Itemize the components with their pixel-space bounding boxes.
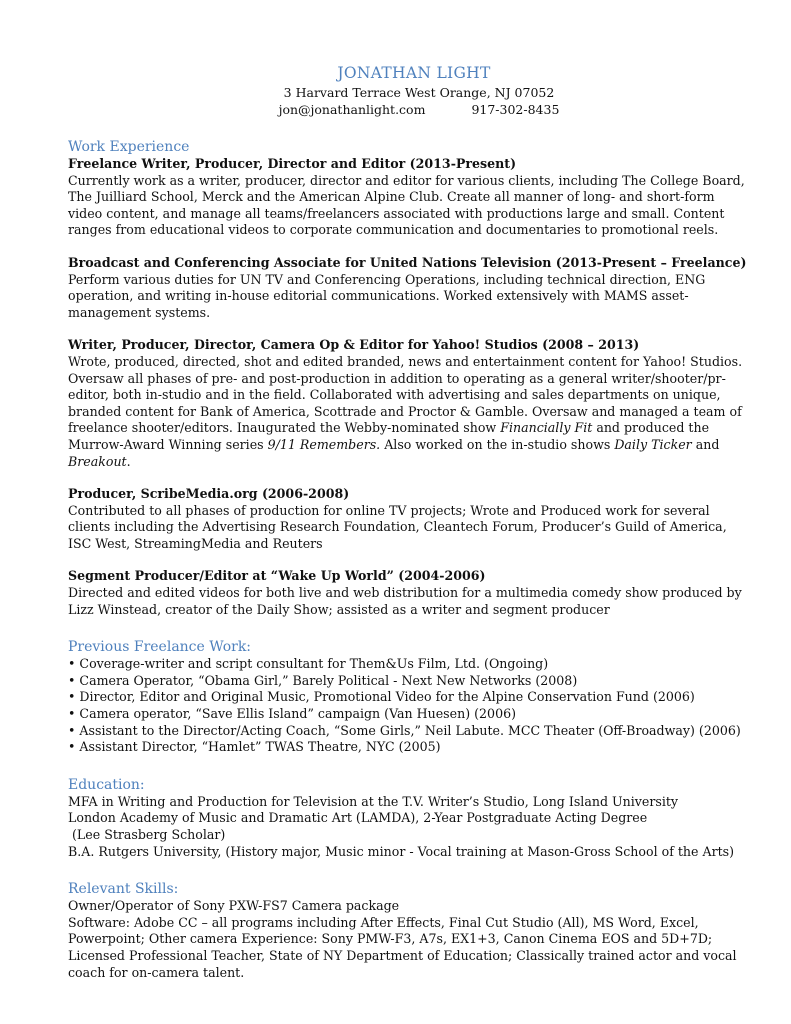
job-description: Wrote, produced, directed, shot and edited branded, news and entertainment content for Yahoo! Studios. Oversaw all phases of pre- and post-production in addition to operating as a general writer/shooter/pr-editor, both in-studio and in the field. Collaborated with advertising and sales departments on unique, branded content for Bank of America, Scottrade and Proctor & Gamble. Oversaw and managed a team of freelance shooter/editors. Inaugurated the Webby-nominated show Financially Fit and produced the Murrow-Award Winning series 9/11 Remembers. Also worked on the in-studio shows Daily Ticker and Breakout. — [68, 353, 743, 469]
education-heading: Education: — [68, 776, 145, 793]
freelance-work-list — [68, 656, 748, 756]
list-item: • Camera Operator, “Obama Girl,” Barely Political - Next New Networks (2008) — [68, 672, 578, 688]
email: jon@jonathanlight.com — [278, 102, 426, 117]
contact-line — [90, 101, 748, 118]
skills-heading: Relevant Skills: — [68, 881, 179, 898]
job-entry — [68, 255, 748, 321]
work-experience-section — [68, 156, 748, 618]
candidate-name: JONATHAN LIGHT — [337, 64, 491, 82]
job-title: Writer, Producer, Director, Camera Op & Editor for Yahoo! Studios (2008 – 2013) — [68, 337, 640, 353]
job-title: Segment Producer/Editor at “Wake Up World” (2004-2006) — [68, 568, 486, 584]
skills-list — [68, 898, 748, 981]
job-entry — [68, 156, 748, 239]
job-description: Directed and edited videos for both live and web distribution for a multimedia comedy show produced by Lizz Winstead, creator of the Daily Show; assisted as a writer and segment producer — [68, 585, 742, 617]
list-item: • Coverage-writer and script consultant for Them&Us Film, Ltd. (Ongoing) — [68, 656, 549, 672]
job-title: Producer, ScribeMedia.org (2006-2008) — [68, 486, 350, 502]
list-item: Software: Adobe CC – all programs including After Effects, Final Cut Studio (All), MS Word, Excel, Powerpoint; Other camera Experience: Sony PMW-F3, A7s, EX1+3, Canon Cinema EOS and 5D+7D; Licensed Professional Teacher, State of NY Department of Education; Classically trained actor and vocal coach for on-camera talent. — [68, 914, 737, 980]
resume-page — [68, 62, 748, 981]
list-item: • Camera operator, “Save Ellis Island” campaign (Van Huesen) (2006) — [68, 706, 517, 722]
job-entry — [68, 337, 748, 470]
address: 3 Harvard Terrace West Orange, NJ 07052 — [283, 85, 555, 100]
show-title: Financially Fit — [500, 420, 593, 436]
show-title: Breakout — [68, 453, 127, 469]
list-item: • Assistant Director, “Hamlet” TWAS Theatre, NYC (2005) — [68, 739, 441, 755]
list-item: B.A. Rutgers University, (History major, Music minor - Vocal training at Mason-Gross School of the Arts) — [68, 843, 735, 859]
phone: 917-302-8435 — [471, 102, 560, 117]
job-description: Contributed to all phases of production for online TV projects; Wrote and Produced work for several clients including the Advertising Research Foundation, Cleantech Forum, Producer’s Guild of America, ISC West, StreamingMedia and Reuters — [68, 502, 727, 551]
job-description: Currently work as a writer, producer, director and editor for various clients, including The College Board, The Juilliard School, Merck and the American Alpine Club. Create all manner of long- and short-form video content, and manage all teams/freelancers associated with productions large and small. Content ranges from educational videos to corporate communication and documentaries to promotional reels. — [68, 172, 745, 238]
list-item: London Academy of Music and Dramatic Art (LAMDA), 2-Year Postgraduate Acting Degree — [68, 810, 648, 826]
freelance-work-heading: Previous Freelance Work: — [68, 639, 252, 656]
resume-header — [68, 62, 748, 118]
job-description: Perform various duties for UN TV and Conferencing Operations, including technical direction, ENG operation, and writing in-house editorial communications. Worked extensively with MAMS asset-management systems. — [68, 271, 706, 320]
list-item: • Assistant to the Director/Acting Coach, “Some Girls,” Neil Labute. MCC Theater (Off-Broadway) (2006) — [68, 722, 741, 738]
series-title: 9/11 Remembers. — [267, 436, 381, 452]
job-entry — [68, 486, 748, 552]
show-title: Daily Ticker — [614, 436, 692, 452]
list-item: MFA in Writing and Production for Television at the T.V. Writer’s Studio, Long Island University — [68, 793, 679, 809]
job-entry — [68, 568, 748, 618]
list-item: (Lee Strasberg Scholar) — [68, 827, 226, 842]
education-list — [68, 794, 748, 860]
list-item: • Director, Editor and Original Music, Promotional Video for the Alpine Conservation Fund (2006) — [68, 689, 695, 705]
work-experience-heading: Work Experience — [68, 139, 190, 155]
list-item: Owner/Operator of Sony PXW-FS7 Camera package — [68, 898, 400, 914]
job-title: Freelance Writer, Producer, Director and Editor (2013-Present) — [68, 156, 517, 171]
job-title: Broadcast and Conferencing Associate for United Nations Television (2013-Present – Freelance) — [68, 254, 747, 270]
